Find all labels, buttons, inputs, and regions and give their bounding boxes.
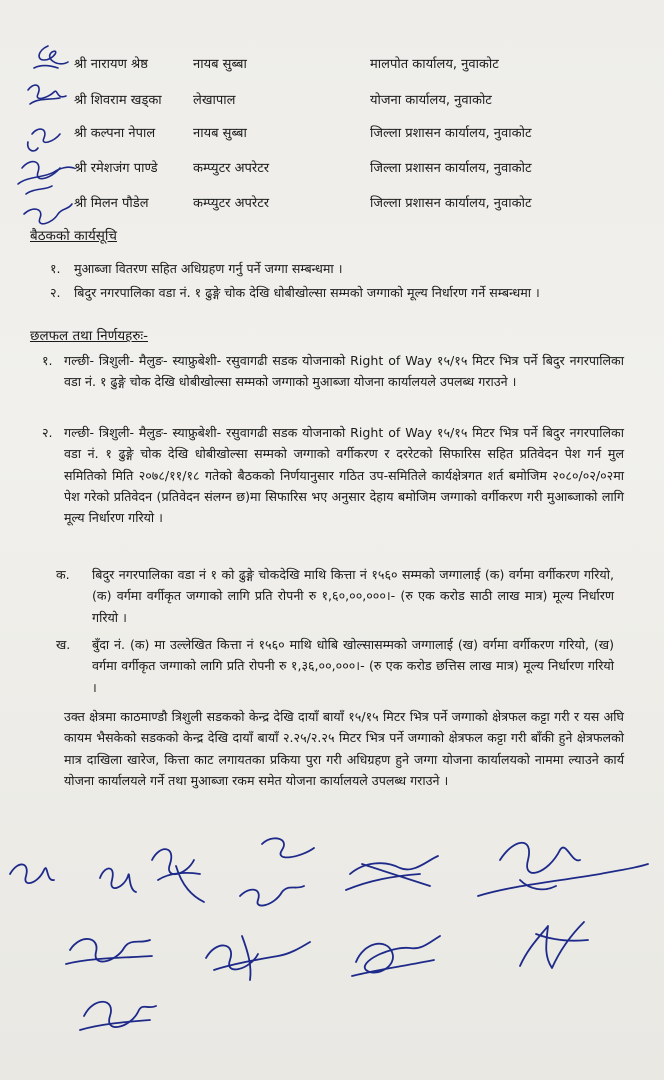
attendee-row xyxy=(0,48,664,78)
sub-item-number: क. xyxy=(56,567,70,582)
attendee-name: श्री रमेशजंग पाण्डे xyxy=(74,161,158,176)
decision-item: गल्छी- त्रिशुली- मैलुङ- स्याफ्रुबेशी- रसुवागढी सडक योजनाको Right of Way १५/१५ मिटर भित्र पर्ने बिदुर नगरपालिका वडा नं. १ ढुङ्गे चोक देखि धोबीखोल्सा सम्मको जग्गाको मुआब्जा योजना कार्यालयले उपलब्ध गराउने । xyxy=(64,353,624,390)
attendee-office: जिल्ला प्रशासन कार्यालय, नुवाकोट xyxy=(370,196,532,211)
attendee-name: श्री कल्पना नेपाल xyxy=(74,126,156,141)
attendee-row xyxy=(0,187,664,217)
attendee-name: श्री मिलन पौडेल xyxy=(74,196,149,211)
attendee-position: नायब सुब्बा xyxy=(193,126,247,141)
attendee-office: जिल्ला प्रशासन कार्यालय, नुवाकोट xyxy=(370,161,532,176)
attendee-position: नायब सुब्बा xyxy=(193,57,247,72)
decision-item: गल्छी- त्रिशुली- मैलुङ- स्याफ्रुबेशी- रसुवागढी सडक योजनाको Right of Way १५/१५ मिटर भित्र पर्ने बिदुर नगरपालिका वडा नं. १ ढुङ्गे चोक देखि धोबीखोल्सा सम्मको जग्गाको वर्गीकरण र दररेटको सिफारिस सहित प्रतिवेदन पेश गर्न मुल समितिको मिति २०७८/११/१८ गतेको बैठकको निर्णयानुसार गठित उप-समितिले कार्यक्षेत्रगत शर्त बमोजिम २०८०/०२/०२मा पेश गरेको प्रतिवेदन (प्रतिवेदन संलग्न छ)मा सिफारिस भए अनुसार देहाय बमोजिम जग्गाको वर्गीकरण गरी मुआब्जाको लागि मूल्य निर्धारण गरियो । xyxy=(64,425,624,526)
attendee-name: श्री शिवराम खड्का xyxy=(74,93,162,108)
agenda-item-number: १. xyxy=(50,261,61,276)
decision-number: १. xyxy=(42,353,53,368)
attendee-office: योजना कार्यालय, नुवाकोट xyxy=(370,93,492,108)
agenda-heading: बैठकको कार्यसूचि xyxy=(30,228,117,244)
agenda-item-number: २. xyxy=(50,285,61,300)
decision-number: २. xyxy=(42,425,53,440)
sub-item: बुँदा नं. (क) मा उल्लेखित कित्ता नं १५६० माथि धोबि खोल्सासम्मको जग्गालाई (ख) वर्गमा वर्गीकरण गरियो, (ख) वर्गमा वर्गीकृत जग्गाको लागि प्रति रोपनी रु १,३६,००,०००।- (रु एक करोड छत्तिस लाख मात्र) मूल्य निर्धारण गरियो । xyxy=(92,637,614,695)
attendee-row xyxy=(0,84,664,114)
decisions-heading: छलफल तथा निर्णयहरुः- xyxy=(30,328,148,344)
handwritten-signature-icon xyxy=(8,38,88,238)
attendee-row xyxy=(0,152,664,182)
handwritten-signature-icon xyxy=(0,830,664,1080)
closing-paragraph: उक्त क्षेत्रमा काठमाण्डौ त्रिशुली सडकको केन्द्र देखि दायाँ बायाँ १५/१५ मिटर भित्र पर्ने जग्गाको क्षेत्रफल कट्टा गरी र यस अघि कायम भैसकेको सडकको केन्द्र देखि दायाँ बायाँ २.२५/२.२५ मिटर भित्र पर्ने जग्गाको क्षेत्रफल कट्टा गरी बाँकी हुने क्षेत्रफलको मात्र दाखिला खारेज, कित्ता काट लगायतका प्रकिया पुरा गरी अधिग्रहण हुने जग्गा योजना कार्यालयको नाममा ल्याउने कार्य योजना कार्यालयले गर्ने तथा मुआब्जा रकम समेत योजना कार्यालयले उपलब्ध गराउने । xyxy=(64,709,624,788)
attendee-office: मालपोत कार्यालय, नुवाकोट xyxy=(370,57,499,72)
attendee-position: लेखापाल xyxy=(193,93,236,108)
sub-item-number: ख. xyxy=(56,637,71,652)
sub-item: बिदुर नगरपालिका वडा नं १ को ढुङ्गे चोकदेखि माथि कित्ता नं १५६० सम्मको जग्गालाई (क) वर्गमा वर्गीकरण गरियो, (क) वर्गमा वर्गीकृत जग्गाको लागि प्रति रोपनी रु १,६०,००,०००।- (रु एक करोड साठी लाख मात्र) मूल्य निर्धारण गरियो । xyxy=(92,567,614,625)
attendee-office: जिल्ला प्रशासन कार्यालय, नुवाकोट xyxy=(370,126,532,141)
attendee-position: कम्प्युटर अपरेटर xyxy=(193,196,270,211)
agenda-item: मुआब्जा वितरण सहित अधिग्रहण गर्नु पर्ने जग्गा सम्बन्धमा । xyxy=(74,261,343,276)
attendee-name: श्री नारायण श्रेष्ठ xyxy=(74,57,148,72)
agenda-item: बिदुर नगरपालिका वडा नं. १ ढुङ्गे चोक देखि धोबीखोल्सा सम्मको जग्गाको मूल्य निर्धारण गर्ने सम्बन्धमा । xyxy=(74,285,540,300)
attendee-position: कम्प्युटर अपरेटर xyxy=(193,161,270,176)
attendee-row xyxy=(0,117,664,147)
